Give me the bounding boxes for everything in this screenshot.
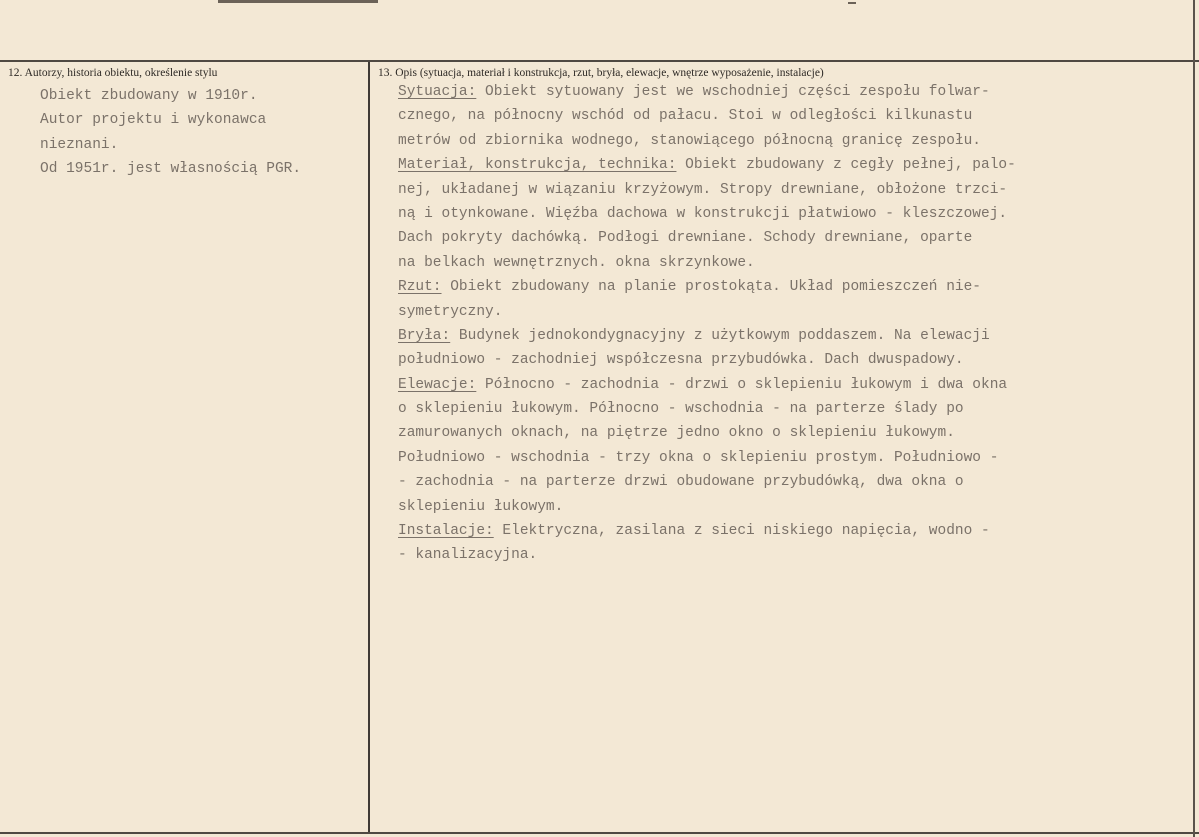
subsection-label: Materiał, konstrukcja, technika:: [398, 157, 677, 174]
line-text: - zachodnia - na parterze drzwi obudowane przybudówką, dwa okna o: [398, 474, 964, 491]
text-line: [398, 543, 1016, 567]
line-text: Dach pokryty dachówką. Podłogi drewniane. Schody drewniane, oparte: [398, 230, 973, 247]
text-line: [398, 251, 1016, 275]
text-line: [398, 226, 1016, 250]
subsection-label: Rzut:: [398, 279, 442, 296]
subsection-label: Bryła:: [398, 327, 451, 344]
text-line: [398, 80, 1016, 104]
text-line: [398, 275, 1016, 299]
section-12-text: [40, 84, 301, 182]
line-text: o sklepieniu łukowym. Północno - wschodnia - na parterze ślady po: [398, 401, 964, 418]
subsection-label: Elewacje:: [398, 376, 477, 393]
line-text: na belkach wewnętrznych. okna skrzynkowe.: [398, 254, 755, 271]
line-text: zamurowanych oknach, na piętrze jedno okno o sklepieniu łukowym.: [398, 425, 955, 442]
text-line: [398, 300, 1016, 324]
line-text: południowo - zachodniej współczesna przybudówka. Dach dwuspadowy.: [398, 352, 964, 369]
section-13-heading: 13. Opis (sytuacja, materiał i konstrukcja, rzut, bryła, elewacje, wnętrze wyposażenie, instalacje): [378, 67, 824, 79]
line-text: nej, układanej w wiązaniu krzyżowym. Stropy drewniane, obłożone trzci-: [398, 181, 1008, 198]
text-line: [398, 397, 1016, 421]
subsection-label: Sytuacja:: [398, 84, 477, 100]
line-text: Obiekt zbudowany na planie prostokąta. Układ pomieszczeń nie-: [441, 279, 982, 296]
line-text: cznego, na północny wschód od pałacu. Stoi w odległości kilkunastu: [398, 108, 973, 125]
text-line: [398, 421, 1016, 445]
line-text: sklepieniu łukowym.: [398, 498, 564, 515]
line-text: Obiekt zbudowany z cegły pełnej, palo-: [676, 157, 1016, 174]
line-text: Północno - zachodnia - drzwi o sklepieniu łukowym i dwa okna: [476, 376, 1008, 393]
text-line: [398, 348, 1016, 372]
column-divider: [368, 62, 370, 832]
section-12-heading: 12. Autorzy, historia obiektu, określenie stylu: [8, 67, 218, 79]
section-13-text: [398, 80, 1016, 568]
line-text: ną i otynkowane. Więźba dachowa w konstrukcji płatwiowo - kleszczowej.: [398, 205, 1008, 222]
text-line: [398, 495, 1016, 519]
text-line: Od 1951r. jest własnością PGR.: [40, 161, 302, 178]
text-line: [398, 470, 1016, 494]
text-line: Autor projektu i wykonawca: [40, 112, 267, 129]
line-text: Obiekt sytuowany jest we wschodniej części zespołu folwar-: [476, 84, 990, 100]
text-line: nieznani.: [40, 136, 119, 153]
line-text: Południowo - wschodnia - trzy okna o sklepieniu prostym. Południowo -: [398, 449, 999, 466]
text-line: Obiekt zbudowany w 1910r.: [40, 88, 258, 104]
right-edge: [1193, 0, 1195, 837]
text-line: [398, 153, 1016, 177]
subsection-label: Instalacje:: [398, 523, 494, 540]
footer-rule: [0, 832, 1199, 834]
line-text: metrów od zbiornika wodnego, stanowiącego północną granicę zespołu.: [398, 132, 981, 149]
text-line: [398, 446, 1016, 470]
text-line: [398, 519, 1016, 543]
top-mark: [848, 2, 856, 4]
text-line: [398, 324, 1016, 348]
line-text: Elektryczna, zasilana z sieci niskiego napięcia, wodno -: [493, 523, 990, 540]
header-rule: [0, 60, 1199, 62]
top-rule: [218, 0, 378, 3]
line-text: symetryczny.: [398, 303, 503, 320]
text-line: [398, 373, 1016, 397]
line-text: Budynek jednokondygnacyjny z użytkowym poddaszem. Na elewacji: [450, 327, 990, 344]
text-line: [398, 129, 1016, 153]
line-text: - kanalizacyjna.: [398, 547, 538, 564]
text-line: [398, 104, 1016, 128]
text-line: [398, 202, 1016, 226]
text-line: [398, 178, 1016, 202]
